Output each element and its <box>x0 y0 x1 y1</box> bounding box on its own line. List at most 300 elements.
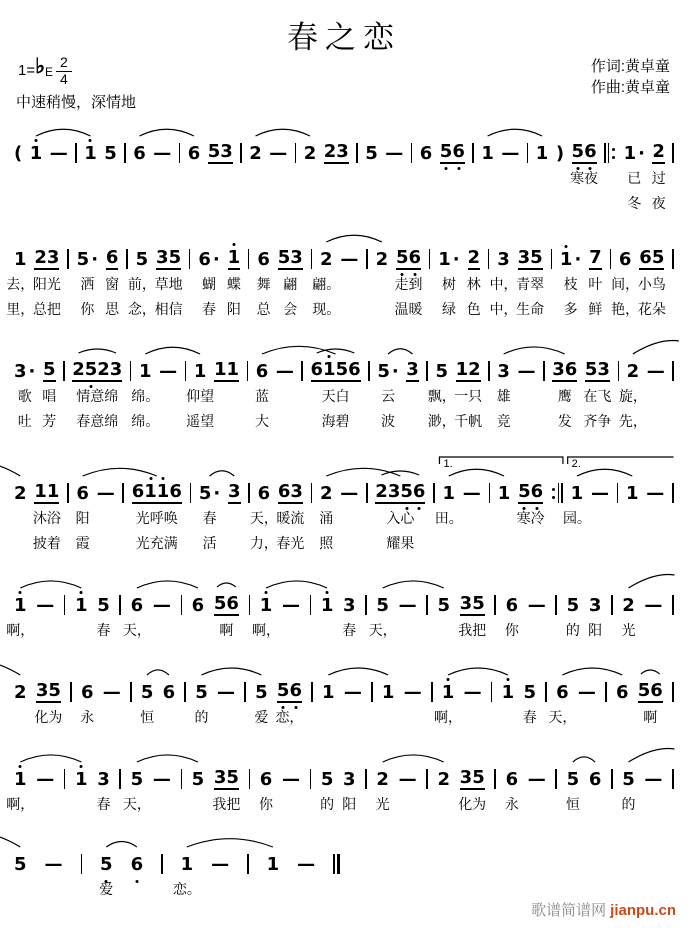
lyric-syllable: 春 <box>342 622 357 638</box>
octave-dot-above <box>328 355 331 358</box>
note: 1 <box>497 483 511 504</box>
lyric-syllable: 霞 <box>75 535 90 551</box>
barline <box>617 482 619 504</box>
note: 3 <box>497 249 510 270</box>
note: 3 5 <box>213 767 239 788</box>
note: 1 <box>626 483 639 504</box>
lyric-syllable: 相信 <box>154 301 183 317</box>
barline <box>122 482 124 504</box>
barline <box>489 482 491 504</box>
note: 1 <box>75 770 88 790</box>
dash-note: — <box>44 854 63 875</box>
lyric-syllable: 已 <box>627 170 642 186</box>
note: 1 <box>260 596 273 616</box>
barline <box>672 768 674 790</box>
lyric-syllable: 啊 <box>219 622 234 638</box>
lyric-syllable: 蝶 <box>226 276 241 292</box>
note: 5 3 <box>207 141 233 162</box>
lyric-row <box>14 189 674 214</box>
note: 6 <box>257 483 271 504</box>
lyric-syllable: 你 <box>80 301 95 317</box>
dash-note: — <box>527 769 546 790</box>
barline <box>310 768 312 790</box>
lyric-syllable: 飘， <box>427 388 456 404</box>
barline <box>611 768 613 790</box>
dash-note: — <box>644 769 663 790</box>
lyric-syllable: 恋。 <box>172 881 201 897</box>
barline <box>543 360 545 382</box>
note: 5 <box>523 682 536 703</box>
lyric-syllable: 啊， <box>434 709 463 725</box>
barline <box>366 248 368 270</box>
note-row <box>14 478 674 504</box>
note: 3 <box>228 481 241 502</box>
note-row <box>14 849 674 875</box>
octave-dot-above <box>19 591 22 594</box>
lyric-syllable: 光充满 <box>135 535 178 551</box>
lyric-syllable: 阳光 <box>32 276 61 292</box>
barline <box>365 594 367 616</box>
dash-note: — <box>36 769 55 790</box>
barline <box>190 482 192 504</box>
note: 2 <box>437 769 450 790</box>
barline <box>555 768 557 790</box>
lyric-syllable: 渺， <box>427 413 456 429</box>
note: 1 <box>502 683 515 703</box>
barline <box>551 248 553 270</box>
barline <box>488 360 490 382</box>
lyric-syllable: 永 <box>80 709 95 725</box>
barline <box>75 142 77 164</box>
note: 5 <box>104 143 117 164</box>
note: 1 <box>321 596 334 616</box>
barline <box>63 360 65 382</box>
note-row <box>14 590 674 616</box>
note: 5 3 <box>584 359 610 380</box>
note: 6 <box>130 595 144 616</box>
barline <box>610 248 612 270</box>
barline <box>130 360 132 382</box>
lyric-syllable: 中， <box>489 276 518 292</box>
barline <box>181 768 183 790</box>
lyric-syllable: 一只 <box>454 388 483 404</box>
barline <box>189 248 191 270</box>
note: 7 <box>589 247 602 268</box>
tempo-marking: 中速稍慢，深情地 <box>16 94 137 111</box>
lyric-syllable: 的 <box>621 796 636 812</box>
dash-note: — <box>153 143 172 164</box>
note: 5 · <box>198 483 221 504</box>
repeat-end-barline <box>551 482 563 504</box>
note: 6 <box>187 143 201 164</box>
lyric-syllable: 春 <box>96 622 111 638</box>
lyric-syllable: 色 <box>466 301 481 317</box>
score-header <box>14 54 674 114</box>
note: 3 <box>497 361 510 382</box>
lyric-syllable: 鲜 <box>588 301 603 317</box>
barline <box>368 360 370 382</box>
lyric-syllable: 总把 <box>32 301 61 317</box>
note: 3 5 <box>459 767 485 788</box>
lyric-syllable: 总 <box>256 301 271 317</box>
barline <box>371 681 373 703</box>
lyric-syllable: 绵。 <box>131 388 160 404</box>
repeat-start-barline <box>604 142 616 164</box>
key-signature <box>18 54 72 87</box>
note: 1 <box>481 143 494 164</box>
lyric-syllable: 过 <box>651 170 666 186</box>
lyric-syllable: 先， <box>618 413 647 429</box>
dash-note: — <box>646 361 665 382</box>
lyric-syllable: 蝴 <box>202 276 217 292</box>
barline <box>240 142 242 164</box>
note: 6 <box>105 247 119 268</box>
dash-note: — <box>217 682 236 703</box>
dash-note: — <box>269 143 288 164</box>
note: 6 <box>191 595 205 616</box>
lyric-syllable: 大 <box>254 413 269 429</box>
lyric-syllable: 树 <box>441 276 456 292</box>
lyric-syllable: 恒 <box>565 796 580 812</box>
song-title: 春之恋 <box>287 20 401 56</box>
dash-note: — <box>644 595 663 616</box>
dash-note: — <box>527 595 546 616</box>
lyric-syllable: 爱 <box>254 709 269 725</box>
note: 5 <box>14 854 27 875</box>
note: 2 <box>14 682 27 703</box>
lyric-syllable: 唱 <box>42 388 57 404</box>
barline <box>672 594 674 616</box>
note: 1 · <box>623 143 645 164</box>
note: 6 <box>505 595 519 616</box>
barline <box>161 853 163 875</box>
lyric-syllable: 你 <box>259 796 274 812</box>
note: 3 <box>343 595 356 616</box>
note: 1 <box>139 361 152 382</box>
meter-numerator: 2 <box>56 55 72 71</box>
lyric-syllable: 阳 <box>588 622 603 638</box>
barline <box>130 681 132 703</box>
note: 5 <box>195 682 208 703</box>
lyric-syllable: 阳 <box>75 510 90 526</box>
note: 1 <box>75 596 88 616</box>
composer-credit: 作曲:黄卓童 <box>590 79 670 96</box>
lyric-row <box>14 504 674 529</box>
lyric-syllable: 天， <box>368 622 397 638</box>
note: 6 <box>618 249 632 270</box>
dash-note: — <box>275 361 294 382</box>
dash-note: — <box>463 682 482 703</box>
lyric-syllable: 雄 <box>496 388 511 404</box>
dash-note: — <box>281 595 300 616</box>
note: 2 <box>303 143 317 164</box>
note: 1 <box>30 144 43 164</box>
barline <box>426 360 428 382</box>
lyric-syllable: 里， <box>6 301 35 317</box>
barline <box>356 142 358 164</box>
note: 3 5 <box>517 247 543 268</box>
dash-note: — <box>159 361 178 382</box>
lyric-syllable: 化为 <box>458 796 487 812</box>
lyric-syllable: 天， <box>122 622 151 638</box>
lyric-syllable: 林 <box>466 276 481 292</box>
lyric-syllable: 恒 <box>140 709 155 725</box>
lyric-syllable: 天白 <box>321 388 350 404</box>
lyric-syllable: 洒 <box>80 276 95 292</box>
note: 1 1 <box>213 359 239 380</box>
barline <box>249 594 251 616</box>
site-footer <box>531 899 676 920</box>
barline <box>494 768 496 790</box>
note: 5 <box>622 769 635 790</box>
note: 5 <box>566 769 580 790</box>
octave-dot-above <box>89 139 92 142</box>
dash-note: — <box>403 682 422 703</box>
lyric-syllable: 照 <box>319 535 334 551</box>
dash-note: — <box>152 595 171 616</box>
note: 5 <box>130 769 144 790</box>
lyric-syllable: 翩 <box>283 276 298 292</box>
barline <box>184 681 186 703</box>
note: 5 <box>437 595 450 616</box>
lyric-syllable: 千帆 <box>454 413 483 429</box>
barline <box>431 681 433 703</box>
flat-symbol: ♭ <box>35 55 46 78</box>
dash-note: — <box>49 143 68 164</box>
barline <box>248 482 250 504</box>
lyric-syllable: 爱 <box>99 881 114 897</box>
note: 1 2 <box>455 359 481 380</box>
lyric-syllable: 披着 <box>32 535 61 551</box>
barline <box>310 594 312 616</box>
note: 6 <box>257 249 270 270</box>
barline <box>672 360 674 382</box>
barline <box>672 681 674 703</box>
time-signature <box>56 55 72 87</box>
lyric-syllable: 草地 <box>154 276 183 292</box>
volta-label: 2. <box>571 458 581 470</box>
dash-note: — <box>590 483 609 504</box>
lyric-syllable: 发 <box>557 413 572 429</box>
lyric-syllable: 蓝 <box>254 388 269 404</box>
dash-note: — <box>340 483 359 504</box>
system <box>14 114 674 214</box>
barline <box>311 681 313 703</box>
lyric-syllable: 春 <box>202 510 217 526</box>
barline <box>126 248 128 270</box>
barline <box>119 594 121 616</box>
barline <box>491 681 493 703</box>
note: 6 1 5 6 <box>311 360 361 382</box>
dash-note: — <box>343 682 362 703</box>
octave-dot-above <box>80 591 83 594</box>
note: 1 <box>570 483 584 504</box>
lyric-syllable: 耀果 <box>386 535 415 551</box>
barline <box>494 594 496 616</box>
lyric-syllable: 阳 <box>342 796 357 812</box>
lyric-syllable: 间， <box>611 276 640 292</box>
note-row <box>14 677 674 703</box>
note: 2 3 5 6 <box>375 482 425 504</box>
lyric-syllable: 窗 <box>105 276 120 292</box>
lyric-syllable: 春 <box>522 709 537 725</box>
lyric-syllable: 现。 <box>312 301 341 317</box>
augmentation-dot: · <box>452 249 460 270</box>
lyric-syllable: 枝 <box>563 276 578 292</box>
site-url-link[interactable]: jianpu.cn <box>610 902 676 919</box>
lyric-row <box>14 407 674 432</box>
note: 1 <box>442 483 455 504</box>
lyric-syllable: 海碧 <box>321 413 350 429</box>
lyric-syllable: 啊， <box>252 622 281 638</box>
lyric-syllable: 沐浴 <box>32 510 61 526</box>
note: 1 <box>14 770 27 790</box>
barline <box>605 681 607 703</box>
lyric-syllable: 中， <box>489 301 518 317</box>
barline <box>555 594 557 616</box>
lyric-row <box>6 295 674 320</box>
lyric-syllable: 春意绵 <box>76 413 119 429</box>
barline <box>611 594 613 616</box>
note: 6 <box>76 483 89 504</box>
note: 5 6 <box>213 593 239 614</box>
key-prefix: 1= <box>18 62 36 79</box>
barline <box>244 681 246 703</box>
note: 1 <box>322 682 335 703</box>
note: 2 <box>652 141 665 162</box>
dash-note: — <box>646 483 665 504</box>
lyric-syllable: 天， <box>122 796 151 812</box>
lyric-syllable: 小鸟 <box>637 276 666 292</box>
meter-denominator: 4 <box>60 70 68 87</box>
barline <box>301 360 303 382</box>
phrase-paren: ( <box>14 143 23 164</box>
lyric-syllable: 去， <box>6 276 35 292</box>
lyric-syllable: 你 <box>504 622 519 638</box>
dash-note: — <box>398 595 417 616</box>
note: 1 <box>193 361 207 382</box>
note: 5 <box>566 595 580 616</box>
note: 3 5 <box>156 247 182 268</box>
dash-note: — <box>517 361 536 382</box>
barline <box>247 853 249 875</box>
note: 6 · <box>198 249 220 270</box>
barline <box>70 681 72 703</box>
octave-dot-above <box>232 243 235 246</box>
note: 2 <box>467 247 481 268</box>
note: 2 <box>249 143 262 164</box>
lyric-syllable: 入心 <box>386 510 415 526</box>
site-name: 歌谱简谱网 <box>531 902 607 919</box>
lyric-syllable: 芳 <box>42 413 57 429</box>
note: 2 <box>14 483 27 504</box>
note: 1 · <box>438 249 460 270</box>
octave-dot-above <box>162 477 165 480</box>
note: 5 6 <box>518 482 543 504</box>
note: 1 <box>84 144 97 164</box>
lyric-syllable: 竞 <box>496 413 511 429</box>
note: 2 <box>626 361 640 382</box>
octave-dot-above <box>19 765 22 768</box>
note: 1 · <box>560 250 581 270</box>
barline <box>247 360 249 382</box>
system <box>14 446 674 554</box>
lyric-syllable: 走到 <box>394 276 423 292</box>
barline <box>411 142 413 164</box>
system <box>14 825 674 900</box>
lyric-syllable: 前， <box>127 276 156 292</box>
lyric-syllable: 思 <box>105 301 120 317</box>
lyric-syllable: 遥望 <box>186 413 215 429</box>
note: 1 <box>442 683 455 703</box>
note: 6 <box>259 769 273 790</box>
barline <box>472 142 474 164</box>
lyric-syllable: 齐争 <box>583 413 612 429</box>
note: 6 <box>133 143 146 164</box>
lyric-syllable: 寒冷 <box>516 510 545 526</box>
note: 5 <box>140 682 154 703</box>
note: 1 <box>14 596 27 616</box>
note: 5 <box>42 359 56 380</box>
lyric-syllable: 的 <box>194 709 209 725</box>
system <box>14 653 674 728</box>
barline <box>545 681 547 703</box>
note: 6 3 <box>277 481 303 502</box>
dash-note: — <box>462 483 481 504</box>
augmentation-dot: · <box>574 249 582 270</box>
octave-dot-above <box>506 678 509 681</box>
lyric-syllable: 的 <box>565 622 580 638</box>
barline <box>672 142 674 164</box>
note: 5 <box>255 682 268 703</box>
note: 3 <box>343 769 356 790</box>
barline <box>311 482 313 504</box>
lyric-syllable: 活 <box>202 535 217 551</box>
lyric-row <box>14 382 674 407</box>
note: 5 <box>97 595 110 616</box>
system <box>6 220 674 320</box>
note: 6 5 <box>639 247 665 268</box>
dash-note: — <box>36 595 55 616</box>
note: 2 5 2 3 <box>72 360 122 382</box>
octave-dot-above <box>447 678 450 681</box>
lyric-syllable: 会 <box>283 301 298 317</box>
barline <box>67 248 69 270</box>
augmentation-dot: · <box>391 361 399 382</box>
lyric-syllable: 夜 <box>651 195 666 211</box>
note: 6 <box>505 769 519 790</box>
lyric-syllable: 仰望 <box>186 388 215 404</box>
note: 2 3 <box>34 247 60 268</box>
note: 2 <box>375 249 389 270</box>
note: 6 <box>162 682 176 703</box>
note: 3 <box>97 769 110 790</box>
lyric-syllable: 啊 <box>643 709 658 725</box>
barline <box>295 142 297 164</box>
lyric-syllable: 青翠 <box>516 276 545 292</box>
lyric-syllable: 力， <box>249 535 278 551</box>
note: 3 <box>406 359 419 380</box>
note: 1 1 <box>34 481 60 502</box>
note: 1 <box>266 854 280 875</box>
lyric-syllable: 冬 <box>627 195 642 211</box>
barline <box>672 248 674 270</box>
note: 3 · <box>14 361 36 382</box>
lyric-syllable: 春 <box>202 301 217 317</box>
note: 1 <box>381 682 395 703</box>
barline <box>185 360 187 382</box>
lyric-syllable: 绵。 <box>131 413 160 429</box>
